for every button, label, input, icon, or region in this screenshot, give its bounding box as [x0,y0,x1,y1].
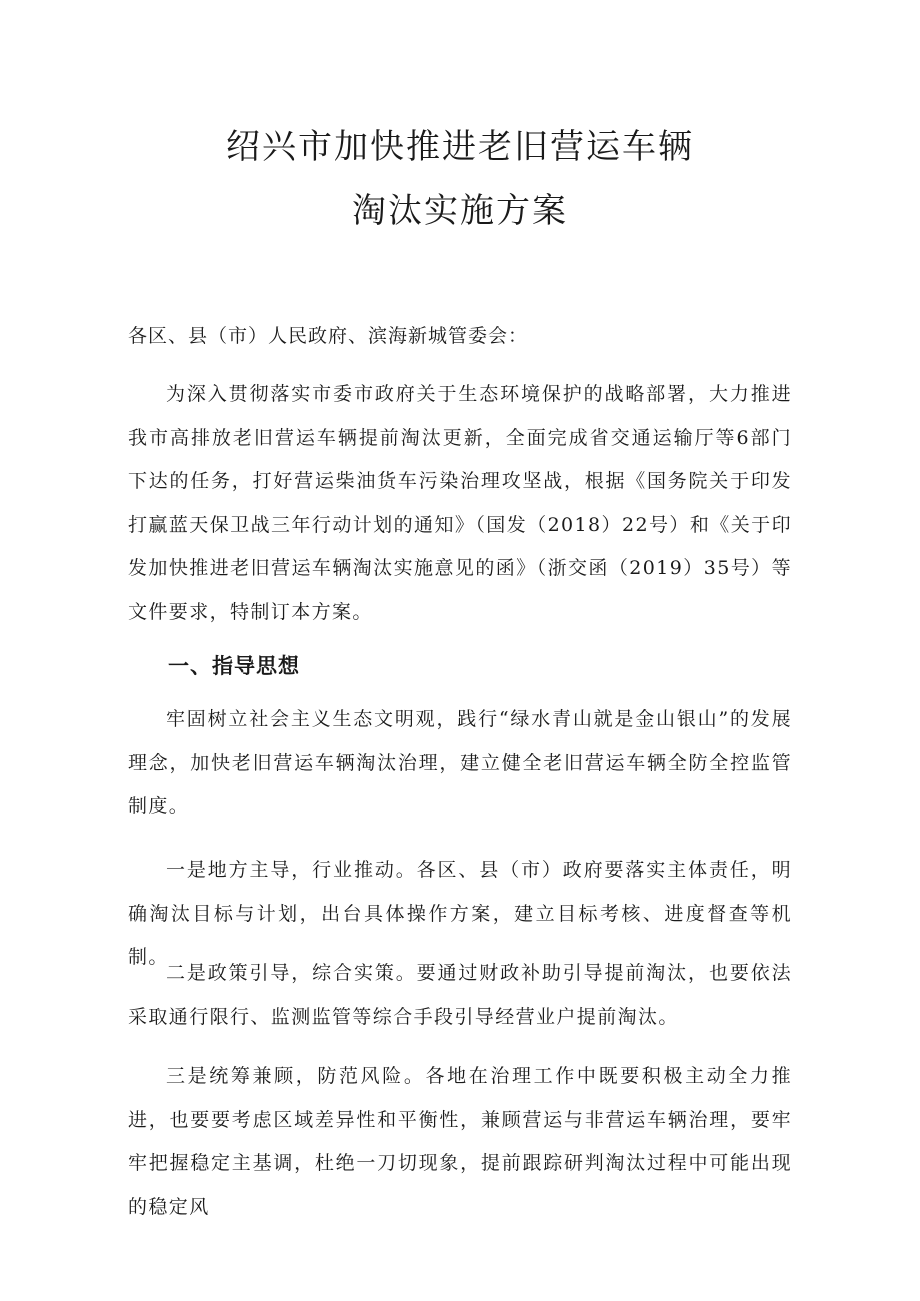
document-title-line-2: 淘汰实施方案 [352,191,568,231]
salutation: 各区、县（市）人民政府、滨海新城管委会： [128,325,529,347]
document-title-line-1: 绍兴市加快推进老旧营运车辆 [226,127,694,167]
principle-two-paragraph: 二是政策引导，综合实策。要通过财政补助引导提前淘汰，也要依法采取通行限行、监测监管等综合手段引导经营业户提前淘汰。 [128,962,792,1028]
principle-three-paragraph: 三是统筹兼顾，防范风险。各地在治理工作中既要积极主动全力推进，也要要考虑区域差异性和平衡性，兼顾营运与非营运车辆治理，要牢牢把握稳定主基调，杜绝一刀切现象，提前跟踪研判淘汰过程中可能出现的稳定风 [128,1065,792,1218]
section-heading-guiding-ideology: 一、指导思想 [168,654,300,678]
intro-paragraph: 为深入贯彻落实市委市政府关于生态环境保护的战略部署，大力推进我市高排放老旧营运车辆提前淘汰更新，全面完成省交通运输厅等6部门下达的任务，打好营运柴油货车污染治理攻坚战，根据《国务院关于印发打赢蓝天保卫战三年行动计划的通知》（国发（2018）22号）和《关于印发加快推进老旧营运车辆淘汰实施意见的函》（浙交函（2019）35号）等文件要求，特制订本方案。 [128,383,792,623]
guiding-ideology-paragraph: 牢固树立社会主义生态文明观，践行“绿水青山就是金山银山”的发展理念，加快老旧营运车辆淘汰治理，建立健全老旧营运车辆全防全控监管制度。 [128,708,792,817]
principle-one-paragraph: 一是地方主导，行业推动。各区、县（市）政府要落实主体责任，明确淘汰目标与计划，出台具体操作方案，建立目标考核、进度督查等机制。 [128,859,792,968]
